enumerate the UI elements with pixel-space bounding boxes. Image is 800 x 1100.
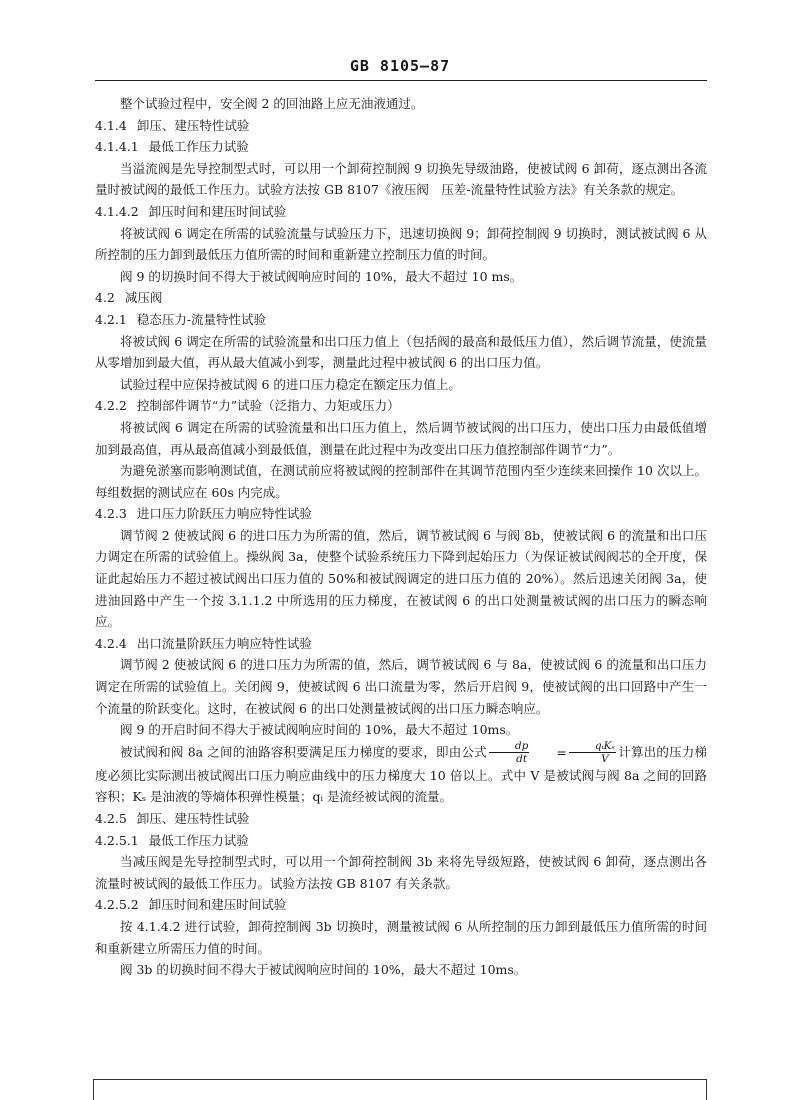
footer-frame xyxy=(93,1079,707,1100)
body-text xyxy=(95,93,707,981)
paragraph: 阀 3b 的切换时间不得大于被试阀响应时间的 10%，最大不超过 10ms。 xyxy=(120,962,527,978)
formula-lead-text: 被试阀和阀 8a 之间的油路容积要满足压力梯度的要求，即由公式 xyxy=(120,744,487,760)
paragraph: 当减压阀是先导控制型式时，可以用一个卸荷控制阀 3b 来将先导级短路，使被试阀 6 卸荷，逐点测出各流量时被试阀的最低工作压力。试验方法按 GB 8107 有关条款。 xyxy=(95,854,707,891)
paragraph: 将被试阀 6 调定在所需的试验流量和出口压力值上（包括阀的最高和最低压力值），然后调节流量，使流量从零增加到最大值，再从最大值减小到零，测量此过程中被试阀 6 的出口压力值。 xyxy=(95,333,707,371)
paragraph: 将被试阀 6 调定在所需的试验流量与试验压力下，迅速切换阀 9；卸荷控制阀 9 切换时，测试被试阀 6 从所控制的压力卸到最低压力值所需的时间和重新建立控制压力值的时间。 xyxy=(95,225,707,263)
formula-rhs-numerator: qᵢKₛ xyxy=(569,741,616,754)
section-heading xyxy=(95,830,707,852)
section-number: 4.2 xyxy=(95,290,115,306)
section-heading xyxy=(95,287,707,309)
header-divider xyxy=(95,80,707,81)
section-number: 4.2.1 xyxy=(95,311,127,327)
section-title: 最低工作压力试验 xyxy=(148,139,249,155)
paragraph: 调节阀 2 使被试阀 6 的进口压力为所需的值，然后，调节被试阀 6 与阀 8b，使被试阀 6 的流量和出口压力调定在所需的试验值上。操纵阀 3a，使整个试验系统压力下降到起始压力（为保证被试阀阀芯的全开度，保证此起始压力不超过被试阀出口压力值的 50%和被试阀调定的进口压力值的 20%）。然后迅速关闭阀 3a，使进油回路中产生一个按 3.1.1.2 中所选用的压力梯度，在被试阀 6 的出口处测量被试阀的出口压力的瞬态响应。 xyxy=(95,527,707,630)
formula-lhs-denominator: dt xyxy=(516,753,528,766)
paragraph: 试验过程中应保持被试阀 6 的进口压力稳定在额定压力值上。 xyxy=(120,376,461,392)
section-title: 卸压时间和建压时间试验 xyxy=(148,897,287,913)
formula-paragraph xyxy=(95,741,707,808)
paragraph: 阀 9 的开启时间不得大于被试阀响应时间的 10%，最大不超过 10ms。 xyxy=(120,722,519,738)
formula-trail-text: 计算出的压力梯度必须比实际测出被试阀出口压力响应曲线中的压力梯度大 10 倍以上。式中 V 是被试阀与阀 8a 之间的回路容积；Kₛ 是油液的等熵体积弹性模量；qᵢ 是流经被试阀的流量。 xyxy=(95,744,707,805)
section-number: 4.2.5.2 xyxy=(95,897,139,913)
paragraph: 当溢流阀是先导控制型式时，可以用一个卸荷控制阀 9 切换先导级油路，使被试阀 6 卸荷，逐点测出各流量时被试阀的最低工作压力。试验方法按 GB 8107《液压阀 压差-流量特性试验方法》有关条款的规定。 xyxy=(95,160,707,198)
section-number: 4.2.5 xyxy=(95,811,127,826)
formula-rhs-fraction xyxy=(569,741,616,765)
paragraph: 按 4.1.4.2 进行试验，卸荷控制阀 3b 切换时，测量被试阀 6 从所控制的压力卸到最低压力值所需的时间和重新建立所需压力值的时间。 xyxy=(95,918,707,956)
section-title: 进口压力阶跃压力响应特性试验 xyxy=(136,506,312,522)
section-number: 4.1.4.1 xyxy=(95,139,139,155)
section-heading xyxy=(95,633,707,655)
formula-lhs-fraction xyxy=(489,741,529,765)
formula-equals: = xyxy=(556,744,567,760)
section-title: 减压阀 xyxy=(124,290,163,306)
pressure-gradient-formula xyxy=(489,741,616,765)
paragraph: 阀 9 的切换时间不得大于被试阀响应时间的 10%，最大不超过 10 ms。 xyxy=(120,268,523,284)
section-heading xyxy=(95,136,707,158)
section-title: 出口流量阶跃压力响应特性试验 xyxy=(136,635,312,651)
section-heading xyxy=(95,808,707,830)
section-heading xyxy=(95,503,707,525)
section-number: 4.2.4 xyxy=(95,635,127,651)
section-number: 4.2.5.1 xyxy=(95,832,139,848)
section-title: 卸压、建压特性试验 xyxy=(136,811,250,826)
section-heading xyxy=(95,309,707,331)
section-heading xyxy=(95,115,707,137)
section-number: 4.1.4 xyxy=(95,117,127,133)
section-title: 卸压、建压特性试验 xyxy=(136,117,250,133)
paragraph: 调节阀 2 使被试阀 6 的进口压力为所需的值，然后，调节被试阀 6 与 8a，使被试阀 6 的流量和出口压力调定在所需的试验值上。关闭阀 9，使被试阀 6 出口流量为零，然后开启阀 9，使被试阀的出口回路中产生一个流量的阶跃变化。这时，在被试阀 6 的出口处测量被试阀的出口压力瞬态响应。 xyxy=(95,657,707,716)
section-title: 控制部件调节“力”试验（泛指力、力矩或压力） xyxy=(136,398,400,414)
page-header: GB 8105—87 xyxy=(349,57,451,75)
section-number: 4.2.3 xyxy=(95,506,127,522)
section-title: 稳态压力-流量特性试验 xyxy=(136,311,267,327)
section-heading xyxy=(95,395,707,417)
section-number: 4.2.2 xyxy=(95,398,127,414)
section-title: 最低工作压力试验 xyxy=(148,832,249,848)
paragraph: 为避免淤塞而影响测试值，在测试前应将被试阀的控制部件在其调节范围内至少连续来回操作 10 次以上。每组数据的测试应在 60s 内完成。 xyxy=(95,463,707,500)
section-heading xyxy=(95,894,707,916)
section-title: 卸压时间和建压时间试验 xyxy=(148,203,287,219)
formula-rhs-denominator: V xyxy=(601,753,609,766)
paragraph: 整个试验过程中，安全阀 2 的回油路上应无油液通过。 xyxy=(120,96,424,111)
section-heading xyxy=(95,201,707,223)
section-number: 4.1.4.2 xyxy=(95,203,139,219)
formula-lhs-numerator: dp xyxy=(489,741,529,754)
paragraph: 将被试阀 6 调定在所需的试验流量和出口压力值上，然后调节被试阀的出口压力，使出口压力由最低值增加到最高值，再从最高值减小到最低值，测量在此过程中为改变出口压力值控制部件调节“力”。 xyxy=(95,419,707,457)
